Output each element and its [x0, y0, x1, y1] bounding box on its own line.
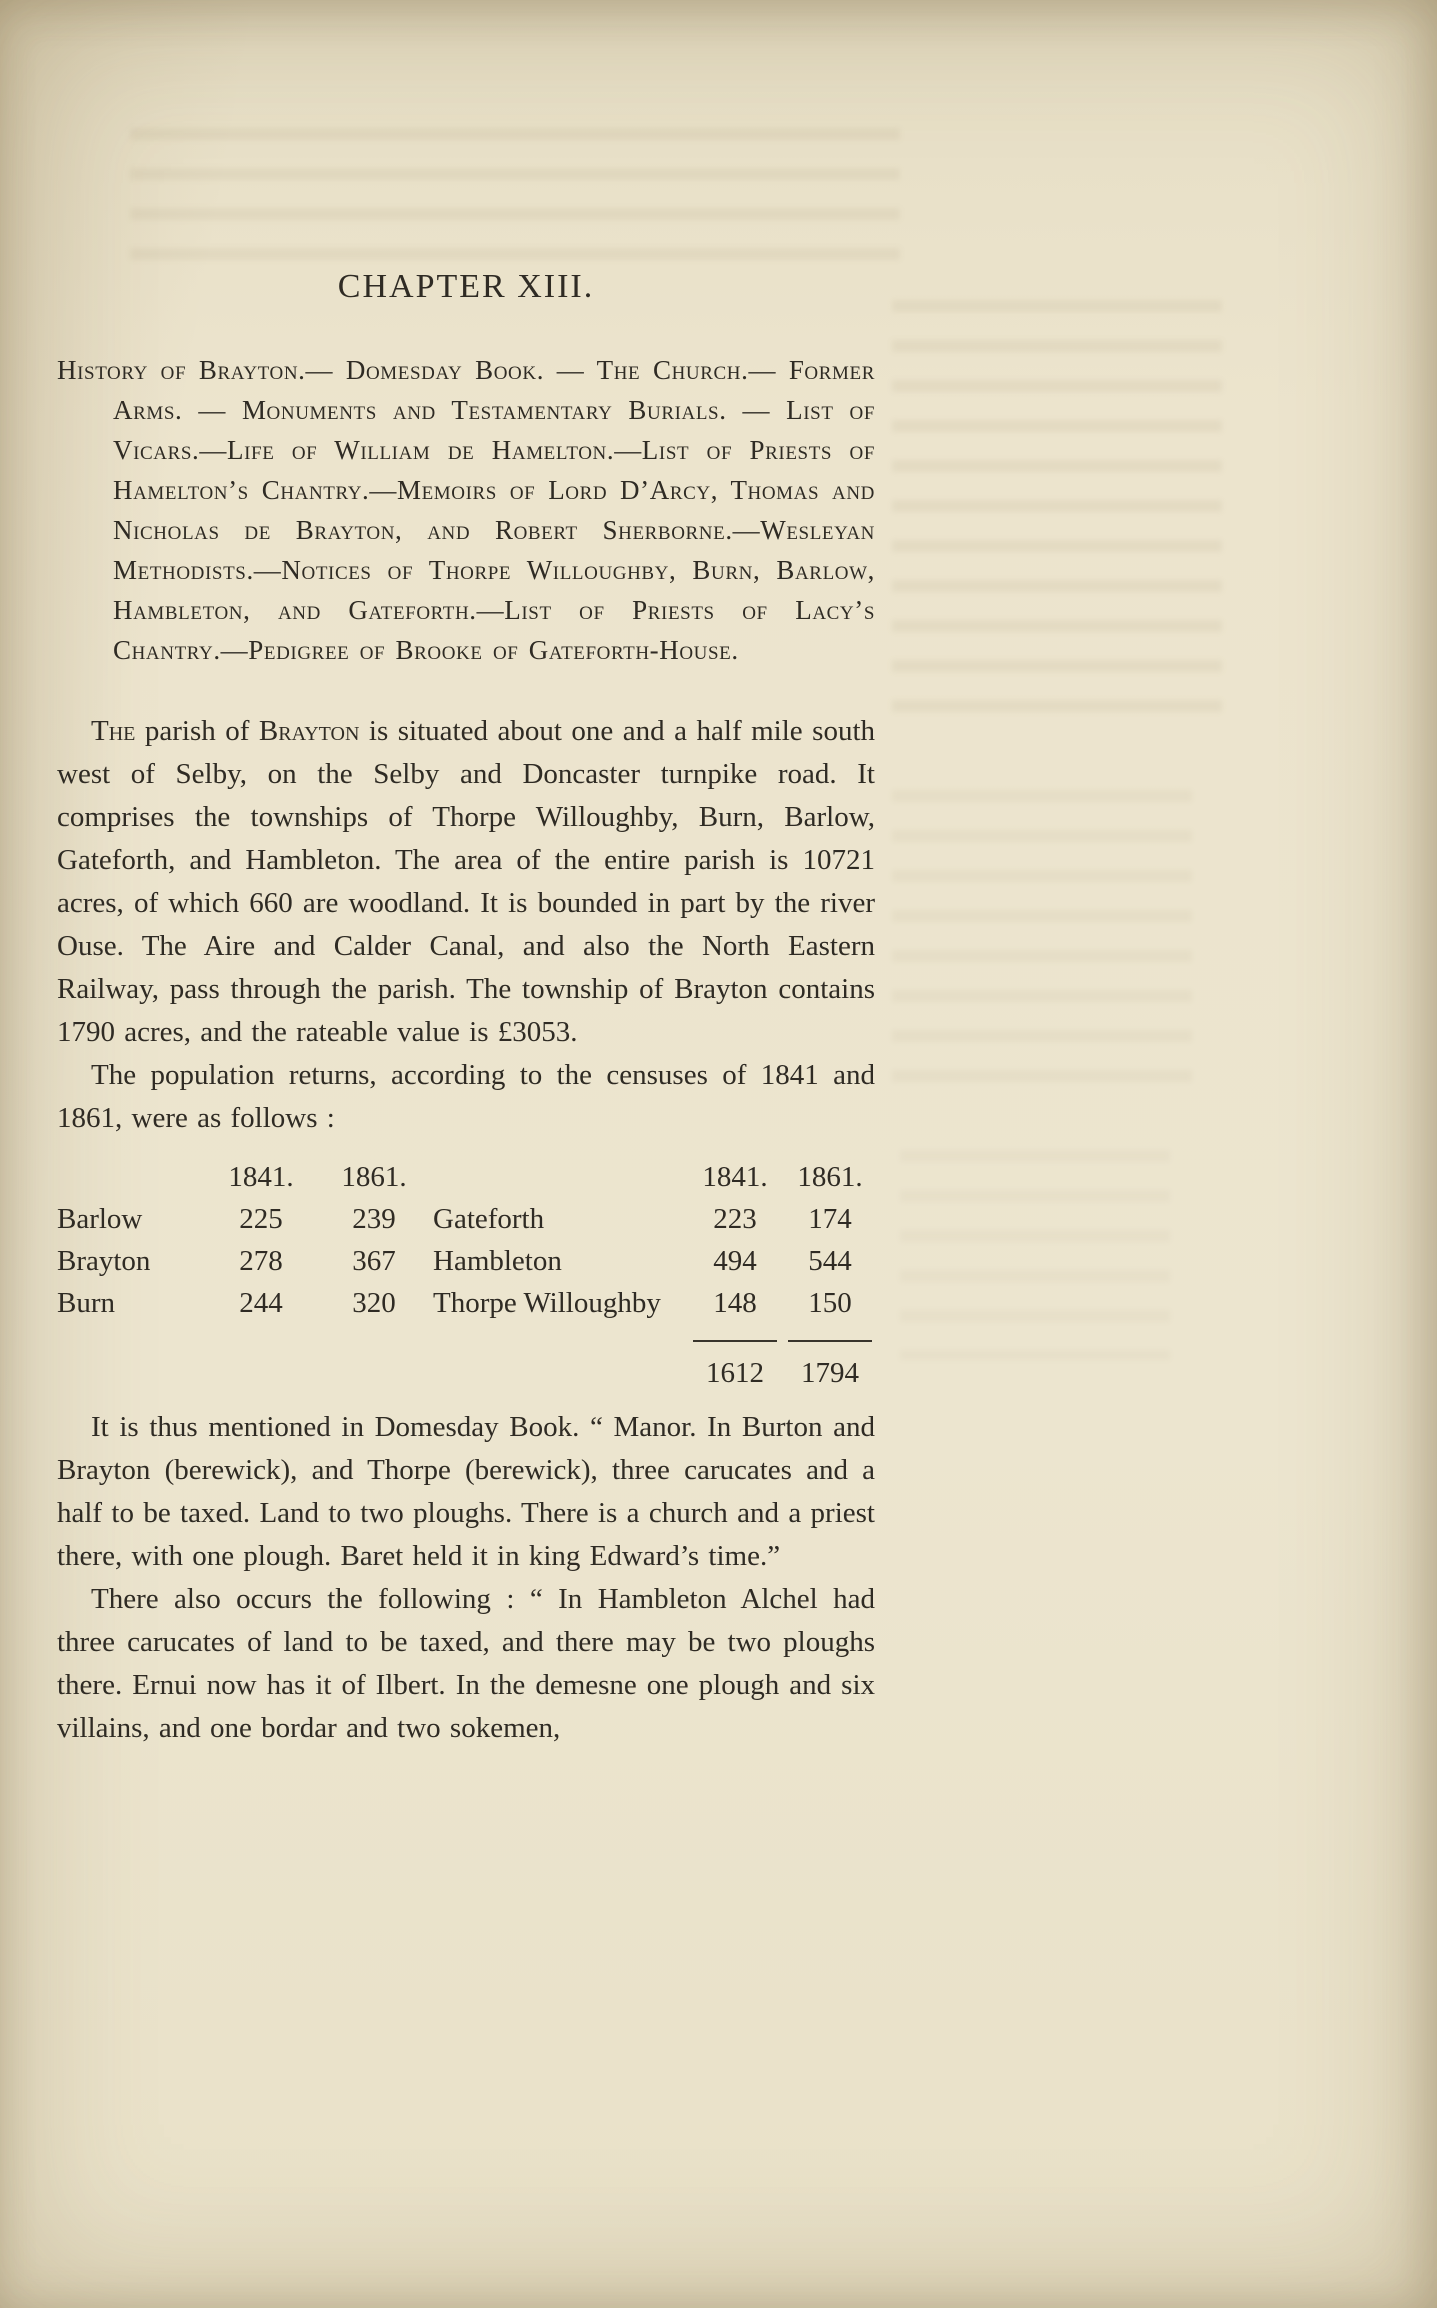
table-total-1861: 1794 — [788, 1340, 872, 1394]
bleedthrough-artifact-right-lower — [900, 1150, 1170, 1360]
table-cell-place: Gateforth — [433, 1203, 545, 1235]
table-cell-place: Brayton — [57, 1245, 151, 1277]
table-header-1841-right: 1841. — [702, 1161, 768, 1193]
table-header-1841-left: 1841. — [228, 1161, 294, 1193]
table-header-1861-right: 1861. — [797, 1161, 863, 1193]
chapter-summary: History of Brayton.— Domesday Book. — The Church.— Former Arms. — Monuments and Testamentary Burials. — List of Vicars.—Life of William de Hamelton.—List of Priests of Hamelton’s Chantry.—Memoirs of Lord D’Arcy, Thomas and Nicholas de Brayton, and Robert Sherborne.—Wesleyan Methodists.—Notices of Thorpe Willoughby, Burn, Barlow, Hambleton, and Gateforth.—List of Priests of Lacy’s Chantry.—Pedigree of Brooke of Gateforth-House. — [57, 355, 875, 665]
table-cell-value: 544 — [808, 1245, 852, 1277]
table-cell-value: 367 — [352, 1245, 396, 1277]
table-cell-value: 494 — [713, 1245, 757, 1277]
chapter-heading: CHAPTER XIII. — [337, 268, 595, 305]
table-header-spacer — [433, 1156, 685, 1198]
table-cell-value: 239 — [352, 1203, 396, 1235]
table-cell-place: Thorpe Willoughby — [433, 1287, 661, 1319]
table-row — [57, 1240, 875, 1282]
bleedthrough-artifact-right-upper — [892, 300, 1222, 740]
table-cell-value: 174 — [808, 1203, 852, 1235]
table-cell-value: 223 — [713, 1203, 757, 1235]
table-cell-value: 225 — [239, 1203, 283, 1235]
table-cell-value: 320 — [352, 1287, 396, 1319]
paragraph-population-returns: The population returns, according to the censuses of 1841 and 1861, were as follows : — [57, 1059, 875, 1134]
table-cell-value: 148 — [713, 1287, 757, 1319]
table-header-1861-left: 1861. — [341, 1161, 407, 1193]
table-header-row — [57, 1156, 875, 1198]
bleedthrough-artifact-top — [130, 128, 900, 268]
bleedthrough-artifact-right-middle — [892, 790, 1192, 1090]
table-row — [57, 1282, 875, 1324]
table-cell-place: Hambleton — [433, 1245, 562, 1277]
table-totals-row — [57, 1340, 875, 1394]
paragraph-hambleton-quote: There also occurs the following : “ In Hambleton Alchel had three carucates of land to be taxed, and there may be two ploughs there. Ernui now has it of Ilbert. In the demesne one plough and six villains, and one bordar and two sokemen, — [57, 1583, 875, 1744]
table-total-1841: 1612 — [693, 1340, 777, 1394]
table-cell-value: 244 — [239, 1287, 283, 1319]
table-cell-value: 150 — [808, 1287, 852, 1319]
table-cell-value: 278 — [239, 1245, 283, 1277]
paragraph-domesday-quote: It is thus mentioned in Domesday Book. “ Manor. In Burton and Brayton (berewick), and Thorpe (berewick), three carucates and a half to be taxed. Land to two ploughs. There is a church and a priest there, with one plough. Baret held it in king Edward’s time.” — [57, 1411, 875, 1572]
paragraph-parish-intro: The parish of Brayton is situated about one and a half mile south west of Selby, on the Selby and Doncaster turnpike road. It comprises the townships of Thorpe Willoughby, Burn, Barlow, Gateforth, and Hambleton. The area of the entire parish is 10721 acres, of which 660 are woodland. It is bounded in part by the river Ouse. The Aire and Calder Canal, and also the North Eastern Railway, pass through the parish. The township of Brayton contains 1790 acres, and the rateable value is £3053. — [57, 715, 875, 1048]
page-text-block — [57, 268, 875, 1750]
table-cell-place: Barlow — [57, 1203, 143, 1235]
table-header-spacer — [57, 1156, 207, 1198]
table-cell-place: Burn — [57, 1287, 115, 1319]
table-row — [57, 1198, 875, 1240]
population-table — [57, 1156, 875, 1394]
